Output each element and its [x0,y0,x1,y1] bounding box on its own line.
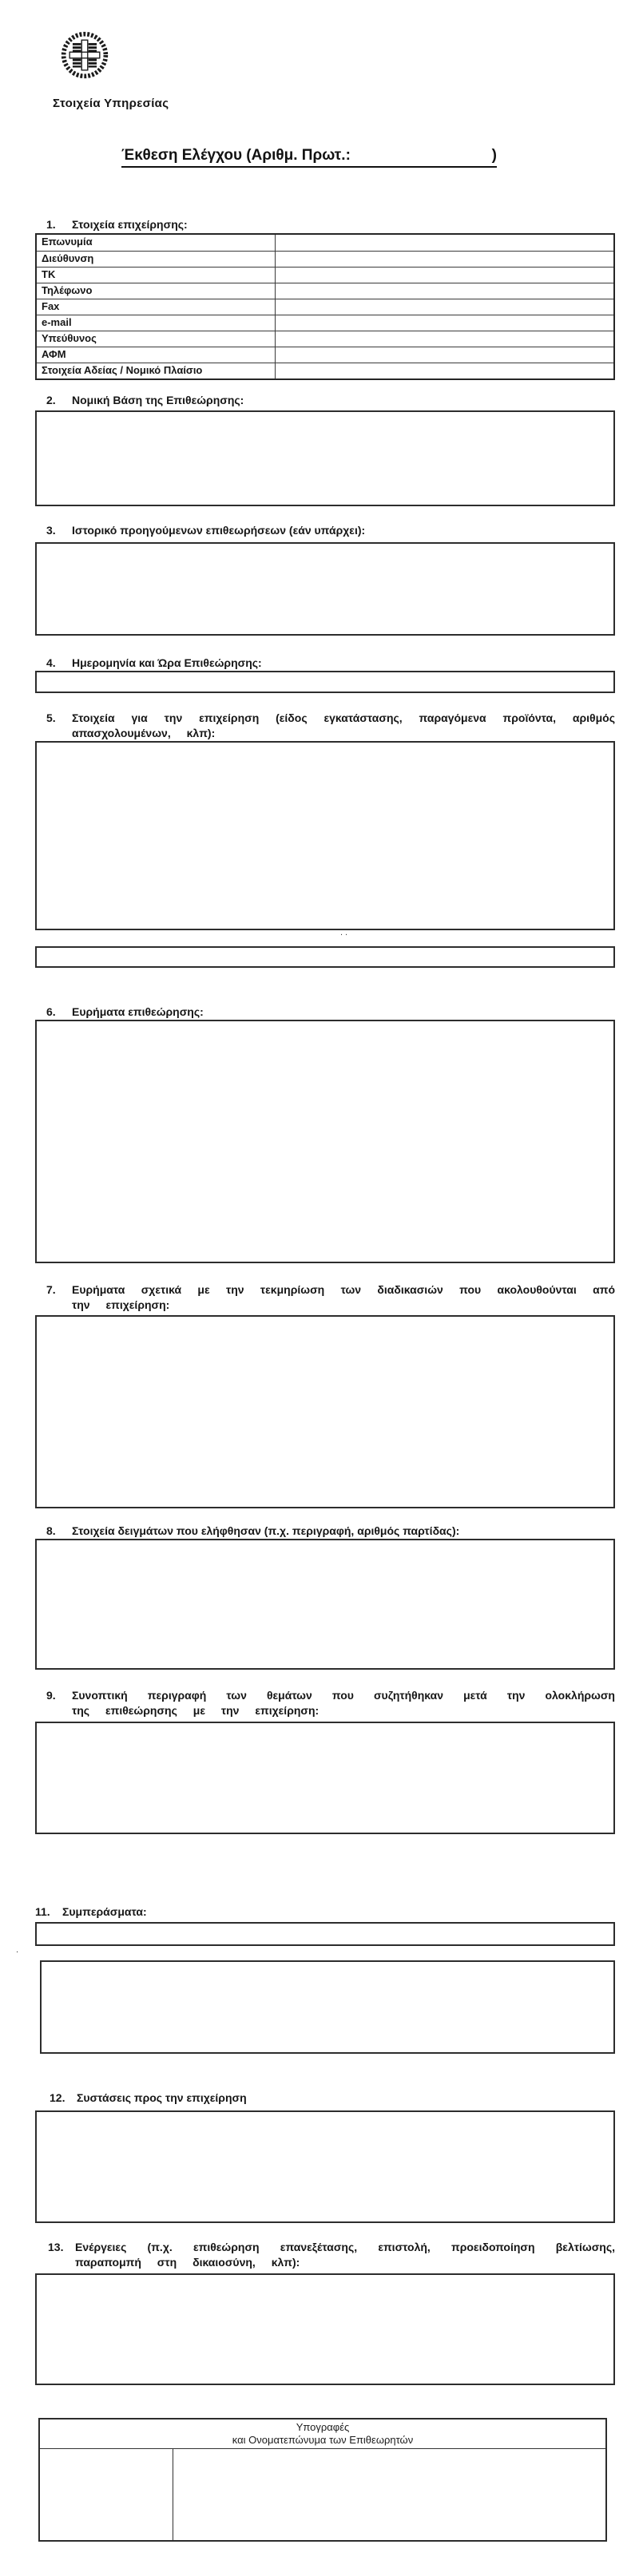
signature-table-body [40,2449,605,2540]
scan-artifact-dot: . [16,1945,19,1955]
row-value-field [276,347,613,363]
section-6-fill-area [35,1020,615,1263]
company-details-table [35,233,615,380]
section-9-fill-area [35,1722,615,1834]
section-8-fill-area [35,1539,615,1670]
section-8-heading [46,1524,615,1539]
row-label: e-mail [37,315,276,331]
row-value-field [276,268,613,283]
section-13-number: 13. [48,2241,64,2253]
row-label: Στοιχεία Αδείας / Νομικό Πλαίσιο [37,363,276,378]
section-6-heading [46,1005,615,1020]
section-9-heading [46,1688,615,1718]
section-9-label: Συνοπτική περιγραφή των θεμάτων που συζητήθηκαν μετά την ολοκλήρωση της επιθεώρησης με την επιχείρηση: [72,1689,615,1717]
title-close-paren: ) [491,147,497,164]
section-2-heading [46,393,615,408]
row-label: Επωνυμία [37,235,276,251]
section-5-label: Στοιχεία για την επιχείρηση (είδος εγκατάστασης, παραγόμενα προϊόντα, αριθμός απασχολουμένων, κλπ): [72,711,615,739]
service-details-label: Στοιχεία Υπηρεσίας [53,97,169,110]
section-9-number: 9. [46,1689,56,1702]
section-1-label: Στοιχεία επιχείρησης: [72,218,188,231]
section-12-number: 12. [50,2091,65,2104]
section-3-heading [46,523,615,538]
inspectors-signature-table [38,2418,607,2542]
signature-cell-left [40,2449,173,2540]
page-title [121,147,497,168]
section-11-label: Συμπεράσματα: [62,1905,147,1918]
row-label: Υπεύθυνος [37,331,276,347]
signature-header-line1: Υπογραφές [296,2421,350,2433]
section-12-label: Συστάσεις προς την επιχείρηση [77,2091,247,2104]
section-6-label: Ευρήματα επιθεώρησης: [72,1005,204,1018]
signature-cell-right [173,2449,605,2540]
table-row [37,299,613,315]
section-4-heading [46,656,615,671]
section-7-fill-area [35,1315,615,1508]
section-11-number: 11. [35,1905,50,1918]
table-row [37,283,613,299]
section-3-fill-area [35,542,615,636]
signature-table-header [40,2419,605,2449]
section-8-number: 8. [46,1524,56,1537]
row-value-field [276,252,613,267]
table-row [37,315,613,331]
section-13-heading [48,2240,615,2270]
scan-artifact-dots: .. [340,928,351,937]
section-2-fill-area [35,410,615,506]
section-1-heading [46,217,615,232]
row-label: Τηλέφωνο [37,283,276,299]
row-label: ΑΦΜ [37,347,276,363]
section-4-number: 4. [46,656,56,669]
section-13-fill-area [35,2273,615,2385]
row-value-field [276,363,613,378]
table-row [37,267,613,283]
table-row [37,347,613,363]
title-text: Έκθεση Ελέγχου (Αριθμ. Πρωτ.: [121,147,351,164]
table-row [37,363,613,378]
section-2-label: Νομική Βάση της Επιθεώρησης: [72,394,244,406]
row-value-field [276,331,613,347]
section-4-label: Ημερομηνία και Ώρα Επιθεώρησης: [72,656,262,669]
table-row [37,235,613,251]
section-7-number: 7. [46,1283,56,1296]
signature-header-line2: και Ονοματεπώνυμα των Επιθεωρητών [232,2434,414,2446]
table-row [37,331,613,347]
section-3-label: Ιστορικό προηγούμενων επιθεωρήσεων (εάν υπάρχει): [72,524,366,537]
section-5-heading [46,711,615,741]
table-row [37,251,613,267]
section-6-number: 6. [46,1005,56,1018]
section-12-fill-area [35,2110,615,2223]
section-3-number: 3. [46,524,56,537]
section-5-extra-fill-line [35,946,615,968]
section-12-heading [50,2091,620,2106]
section-11-fill-area [40,1960,615,2054]
section-1-number: 1. [46,218,56,231]
row-value-field [276,283,613,299]
row-label: Διεύθυνση [37,252,276,267]
greek-coat-of-arms-icon [59,29,110,81]
row-label: Fax [37,299,276,315]
row-value-field [276,235,613,251]
section-7-heading [46,1282,615,1313]
section-11-heading [35,1904,605,1920]
section-5-fill-area [35,741,615,930]
section-4-fill-area [35,671,615,693]
section-7-label: Ευρήματα σχετικά με την τεκμηρίωση των διαδικασιών που ακολουθούνται από την επιχείρηση: [72,1283,615,1311]
section-5-number: 5. [46,711,56,724]
section-8-label: Στοιχεία δειγμάτων που ελήφθησαν (π.χ. περιγραφή, αριθμός παρτίδας): [72,1524,460,1537]
row-value-field [276,315,613,331]
row-label: ΤΚ [37,268,276,283]
section-2-number: 2. [46,394,56,406]
section-13-label: Ενέργειες (π.χ. επιθεώρηση επανεξέτασης, επιστολή, προειδοποίηση βελτίωσης, παραπομπή στη δικαιοσύνη, κλπ): [75,2241,615,2269]
row-value-field [276,299,613,315]
section-11-fill-line [35,1922,615,1946]
